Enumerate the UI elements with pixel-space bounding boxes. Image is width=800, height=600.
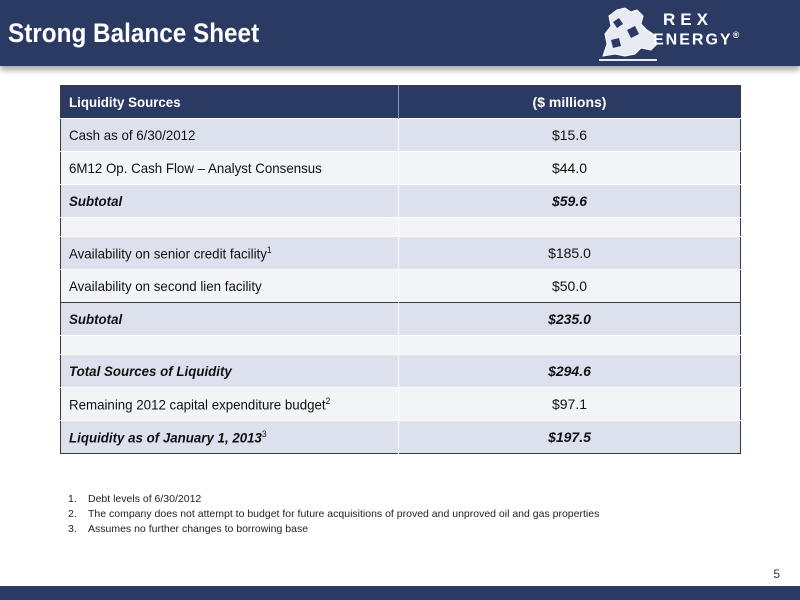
row-value: $50.0 [399, 270, 741, 303]
subtotal-row [61, 303, 741, 336]
table-row [61, 237, 741, 270]
row-label [61, 336, 399, 355]
row-label: Cash as of 6/30/2012 [61, 119, 399, 152]
footnote-item: 2. The company does not attempt to budget for future acquisitions of proved and unproved oil and gas properties [68, 508, 600, 520]
table-header-row [61, 86, 741, 119]
header-bar [0, 0, 800, 66]
logo-text-energy: ENERGY® [653, 30, 742, 49]
table-row [61, 119, 741, 152]
footnote-item: 1. Debt levels of 6/30/2012 [68, 493, 202, 505]
row-label: Subtotal [61, 303, 399, 336]
row-label: Availability on senior credit facility$^1$ [61, 237, 399, 270]
total-row [61, 421, 741, 454]
page-number: 5 [773, 567, 780, 581]
blank-row [61, 218, 741, 237]
row-label: Liquidity as of January 1, 2013$^3$ [61, 421, 399, 454]
row-value [399, 218, 741, 237]
row-value: $294.6 [399, 355, 741, 388]
table-row [61, 388, 741, 421]
column-header-millions: ($ millions) [399, 86, 741, 119]
footnote-ref: 3 [261, 428, 267, 439]
subtotal-row [61, 185, 741, 218]
logo-text-rex: REX [663, 10, 713, 29]
page-title: Strong Balance Sheet [8, 18, 260, 48]
row-value: $97.1 [399, 388, 741, 421]
company-logo [597, 4, 792, 62]
row-value: $44.0 [399, 152, 741, 185]
footnote-ref: 1 [266, 244, 272, 255]
row-label [61, 218, 399, 237]
liquidity-table [60, 85, 741, 454]
row-value [399, 336, 741, 355]
total-row [61, 355, 741, 388]
row-value: $59.6 [399, 185, 741, 218]
footer-bar [0, 586, 800, 600]
footnote-item: 3. Assumes no further changes to borrowing base [68, 523, 309, 535]
row-label: 6M12 Op. Cash Flow – Analyst Consensus [61, 152, 399, 185]
row-value: $15.6 [399, 119, 741, 152]
table-row [61, 152, 741, 185]
row-label: Total Sources of Liquidity [61, 355, 399, 388]
footnotes [68, 492, 599, 537]
column-header-sources: Liquidity Sources [61, 86, 399, 119]
table-row [61, 270, 741, 303]
footnote-ref: 2 [325, 395, 331, 406]
row-value: $185.0 [399, 237, 741, 270]
blank-row [61, 336, 741, 355]
row-label: Remaining 2012 capital expenditure budget$^2$ [61, 388, 399, 421]
row-label: Subtotal [61, 185, 399, 218]
row-value: $235.0 [399, 303, 741, 336]
row-value: $197.5 [399, 421, 741, 454]
row-label: Availability on second lien facility [61, 270, 399, 303]
logo-horse-icon [597, 4, 661, 62]
